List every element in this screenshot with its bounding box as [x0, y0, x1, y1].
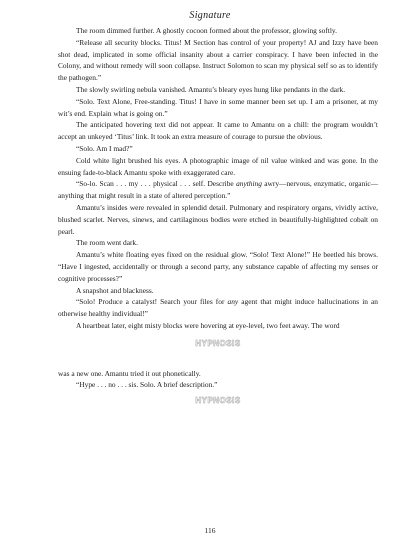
paragraph: “Release all security blocks. Titus! M Section has control of your property! AJ and Izzy have been shot dead, implicated in some official insanity about a carrier conspiracy. I have been infected in the Colony, and without remedy will soon collapse. Instruct Solomon to scan my physical self so as to identify the pathogen.” — [58, 37, 378, 83]
body-text — [58, 25, 378, 409]
emphasis: anything — [236, 179, 262, 189]
paragraph: The room dimmed further. A ghostly cocoon formed about the professor, glowing softly. — [76, 26, 337, 35]
running-head: Signature — [189, 10, 231, 21]
paragraph: “Solo. Am I mad?” — [76, 143, 133, 153]
paragraph: The room went dark. — [76, 238, 138, 248]
hovering-word-2: HYPNOSIS — [195, 396, 241, 406]
paragraph-text: “So-lo. Scan . . . my . . . physical . . . self. Describe — [76, 179, 237, 189]
paragraph: Amantu’s white floating eyes fixed on the residual glow. “Solo! Text Alone!” He beetled his brows. “Have I ingested, accidentally or through a second party, any substance capable of affecting my senses or cognitive processes?” — [58, 250, 378, 283]
paragraph: Amantu’s insides were revealed in splendid detail. Pulmonary and respiratory organs, vividly active, blushed scarlet. Nerves, sinews, and cartilaginous bodies were etched in beautifully-highlighted cobalt on pearl. — [58, 202, 378, 236]
paragraph: The slowly swirling nebula vanished. Amantu’s bleary eyes hung like pendants in the dark. — [76, 84, 346, 94]
paragraph: A heartbeat later, eight misty blocks were hovering at eye-level, two feet away. The word — [76, 320, 340, 330]
emphasis: any — [227, 297, 239, 307]
paragraph-text: awry—nervous, enzymatic, organic—anything that might result in a state of altered perception.” — [58, 179, 378, 201]
paragraph: “Solo. Text Alone, Free-standing. Titus! I have in some manner been set up. I am a prisoner, at my wit’s end. Explain what is going on.” — [58, 96, 378, 118]
paragraph — [58, 296, 378, 320]
paragraph: Cold white light brushed his eyes. A photographic image of nil value winked and was gone. In the ensuing fade-to-black Amantu spoke with exaggerated care. — [58, 155, 378, 177]
paragraph-continuation: was a new one. Amantu tried it out phonetically. — [58, 368, 201, 378]
paragraph-text: agent that might induce hallucinations in an otherwise healthy individual!” — [58, 297, 379, 319]
paragraph: “Hype . . . no . . . sis. Solo. A brief description.” — [76, 380, 218, 390]
hovering-word: HYPNOSIS — [195, 338, 241, 348]
paragraph-text: “Solo! Produce a catalyst! Search your files for — [76, 297, 228, 307]
paragraph: The anticipated hovering text did not appear. It came to Amantu on a chill: the program wouldn’t accept an unkeyed ‘Titus’ link. It took an extra measure of courage to pursue the obvious. — [58, 120, 378, 142]
paragraph: A snapshot and blackness. — [76, 285, 154, 295]
paragraph — [58, 178, 378, 202]
page-number: 116 — [204, 526, 216, 535]
